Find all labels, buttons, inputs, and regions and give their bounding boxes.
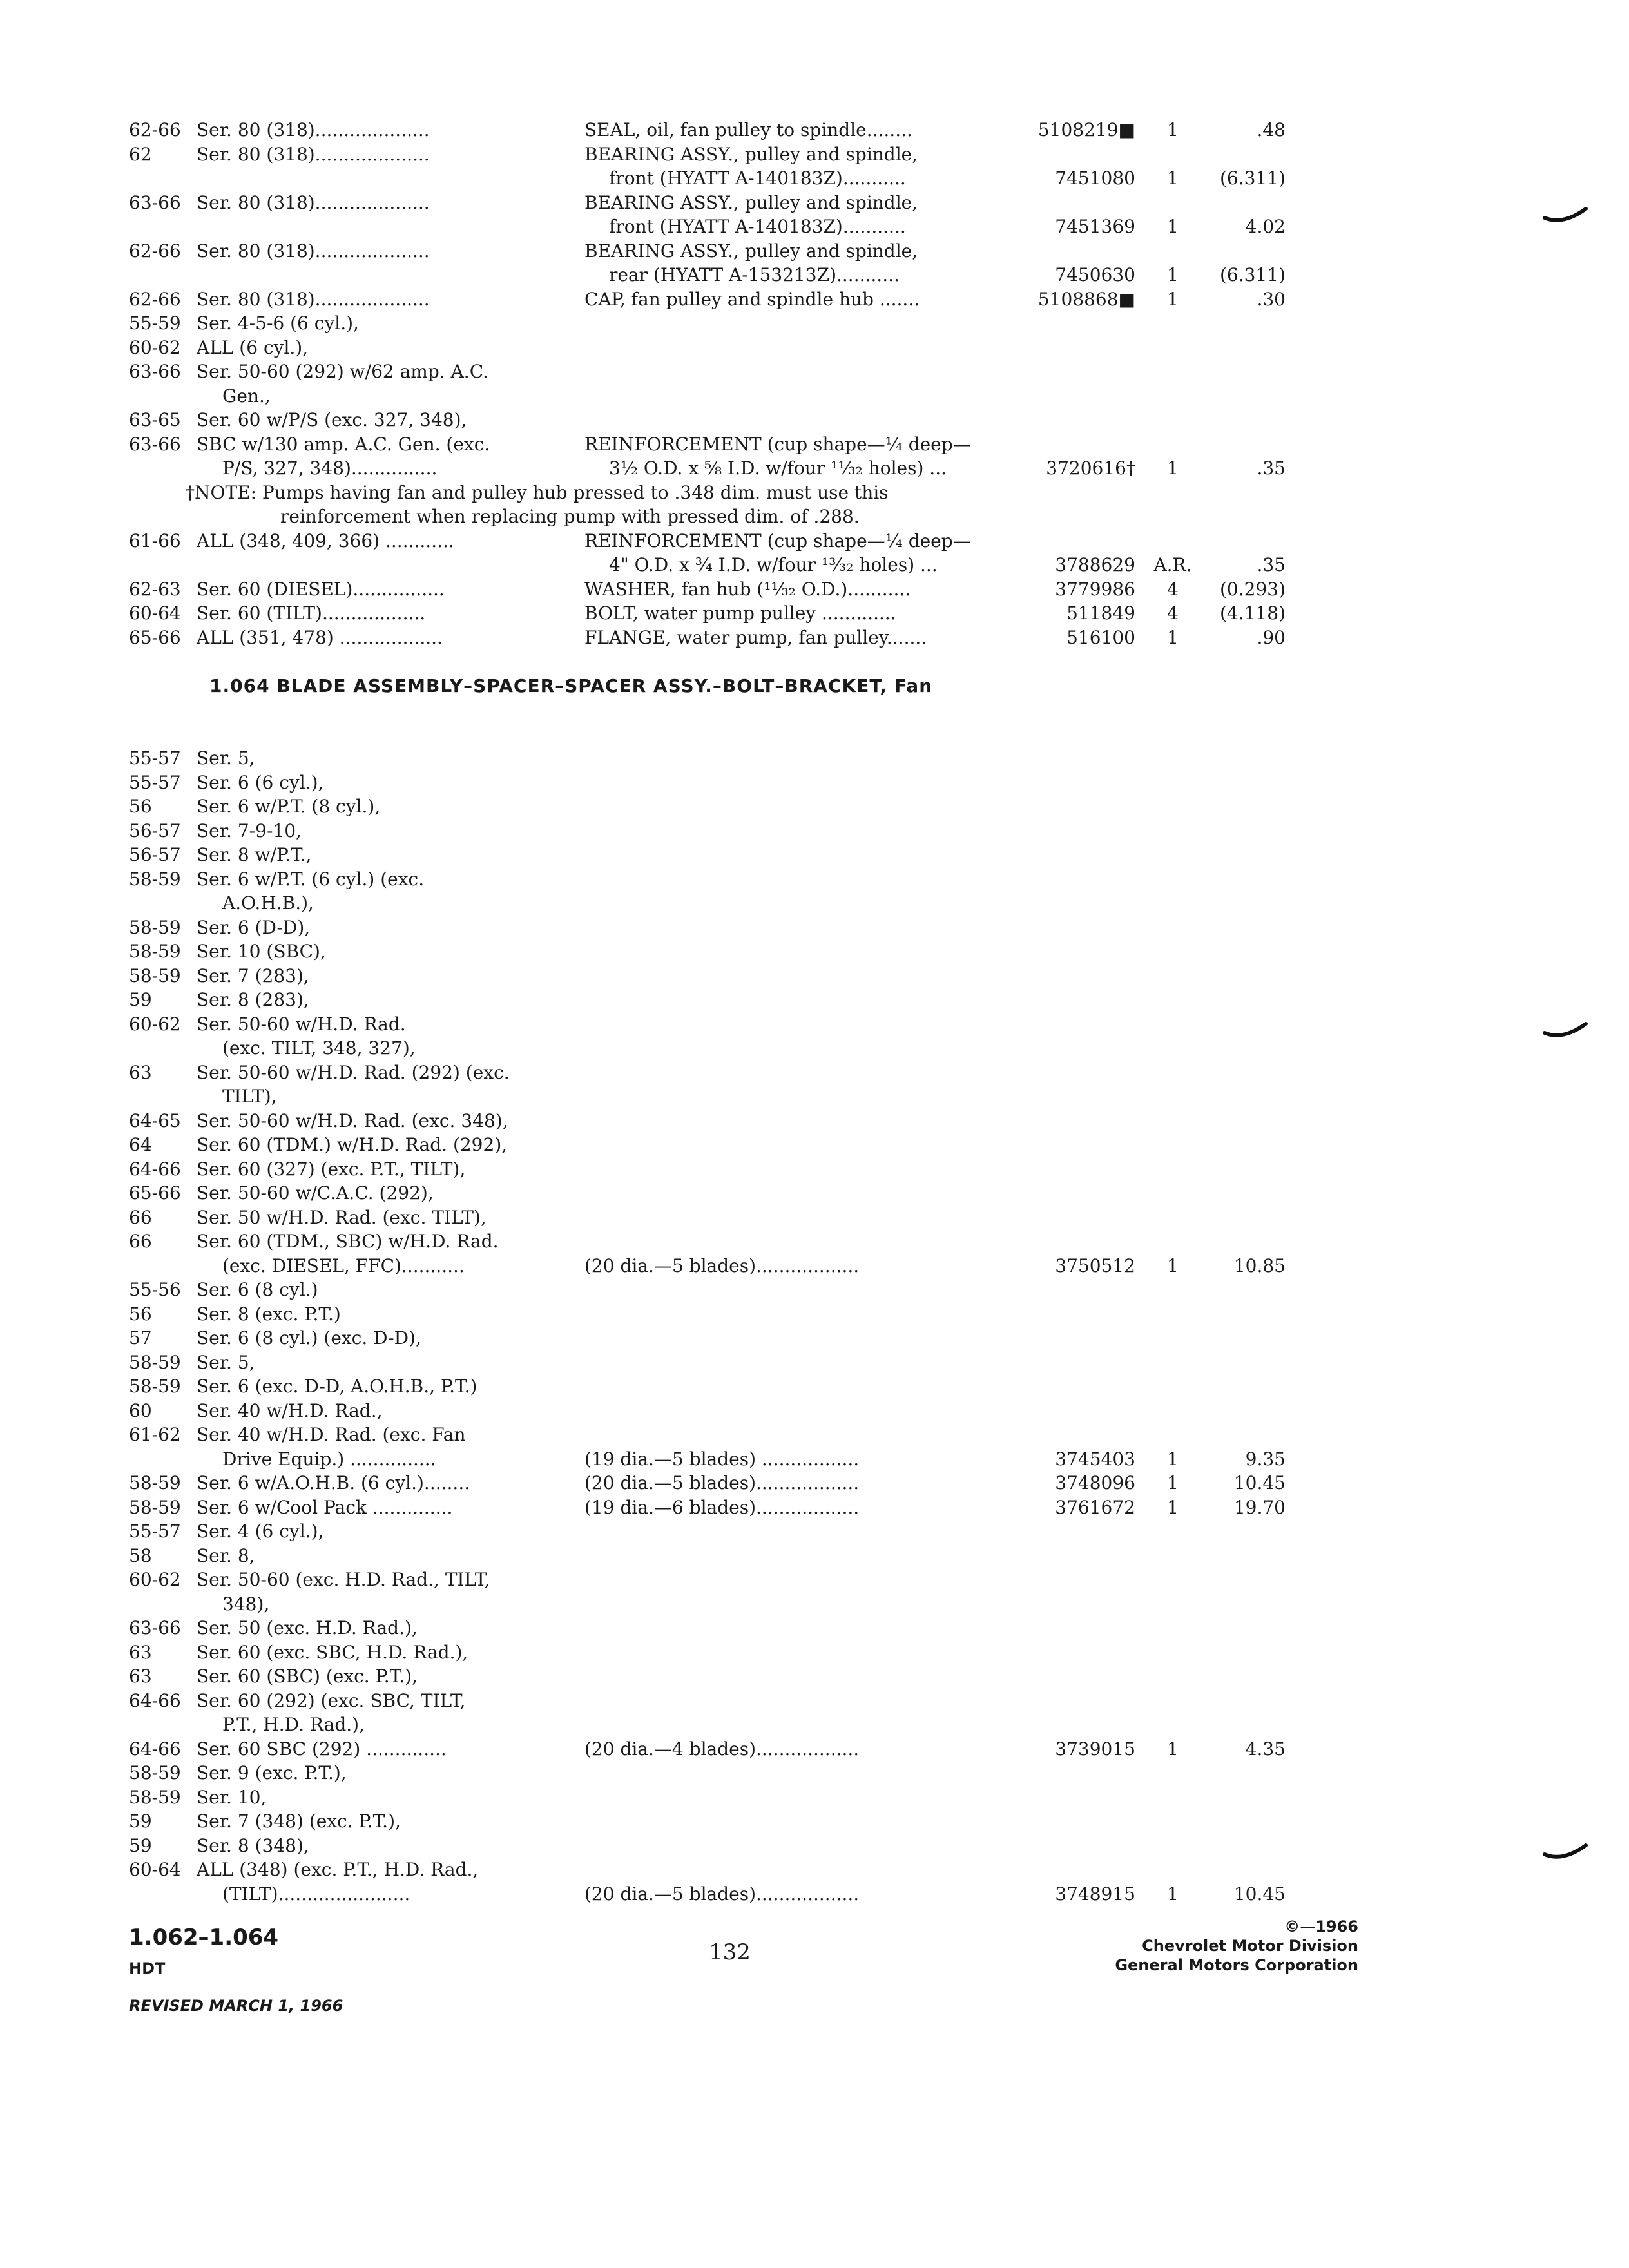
application: Ser. 8, xyxy=(197,1544,255,1566)
table-row xyxy=(129,1278,1263,1302)
model-year: 58-59 xyxy=(129,941,181,962)
table-row xyxy=(129,1254,1286,1278)
application: P.T., H.D. Rad.), xyxy=(222,1714,365,1735)
model-year: 56 xyxy=(129,796,152,817)
table-row xyxy=(129,1809,1263,1834)
application: Ser. 50-60 w/H.D. Rad. (exc. 348), xyxy=(197,1110,508,1131)
application: Ser. 80 (318).................... xyxy=(197,143,430,165)
price: 10.85 xyxy=(1233,1254,1286,1276)
table-row xyxy=(129,1181,1263,1206)
quantity: A.R. xyxy=(1153,554,1192,575)
model-year: 55-59 xyxy=(129,312,181,334)
price: 10.45 xyxy=(1233,1472,1286,1494)
application: SBC w/130 amp. A.C. Gen. (exc. xyxy=(197,433,490,455)
part-number: 3750512 xyxy=(1055,1254,1135,1276)
model-year: 60-62 xyxy=(129,336,181,358)
application: Ser. 5, xyxy=(197,747,255,769)
note-row xyxy=(129,481,1263,505)
quantity: 1 xyxy=(1167,1448,1179,1470)
model-year: 55-57 xyxy=(129,747,181,769)
application: Drive Equip.) ............... xyxy=(222,1448,436,1470)
table-row xyxy=(129,1858,1263,1882)
price: 4.02 xyxy=(1245,216,1286,237)
application: Ser. 4 (6 cyl.), xyxy=(197,1521,324,1542)
table-row xyxy=(129,988,1263,1012)
table-row xyxy=(129,1447,1286,1472)
part-number: 3720616† xyxy=(1046,457,1135,479)
application: (TILT)....................... xyxy=(222,1883,410,1905)
model-year: 56-57 xyxy=(129,844,181,865)
model-year: 64-66 xyxy=(129,1738,181,1760)
revision-date: REVISED MARCH 1, 1966 xyxy=(129,1997,343,2015)
part-description: SEAL, oil, fan pulley to spindle........ xyxy=(584,119,912,140)
section-range: 1.062–1.064 xyxy=(129,1925,279,1950)
table-row xyxy=(129,336,1263,360)
application: 348), xyxy=(222,1593,270,1615)
part-number: 7451369 xyxy=(1055,216,1135,237)
table-row xyxy=(129,939,1263,964)
model-year: 62-66 xyxy=(129,119,181,140)
part-number: 516100 xyxy=(1066,626,1135,648)
application: Ser. 10 (SBC), xyxy=(197,941,326,962)
table-row xyxy=(129,1036,1263,1061)
application: Ser. 60 (TDM.) w/H.D. Rad. (292), xyxy=(197,1134,508,1155)
blank-row xyxy=(129,649,1263,674)
part-description: front (HYATT A-140183Z)........... xyxy=(609,168,906,189)
table-row xyxy=(129,891,1263,916)
application: Ser. 60 (SBC) (exc. P.T.), xyxy=(197,1666,418,1687)
application: Ser. 9 (exc. P.T.), xyxy=(197,1762,347,1783)
part-description: REINFORCEMENT (cup shape—¼ deep— xyxy=(584,530,971,552)
part-description: (20 dia.—5 blades).................. xyxy=(584,1883,860,1905)
price: .35 xyxy=(1257,457,1286,479)
application: Ser. 6 w/A.O.H.B. (6 cyl.)........ xyxy=(197,1472,470,1494)
table-row xyxy=(129,1302,1263,1327)
table-row xyxy=(129,1229,1263,1254)
application: P/S, 327, 348)............... xyxy=(222,457,438,479)
table-row xyxy=(129,1012,1263,1037)
part-number: 5108868■ xyxy=(1037,288,1135,310)
part-number: 3761672 xyxy=(1055,1496,1135,1518)
part-description: (19 dia.—6 blades).................. xyxy=(584,1496,860,1518)
table-row xyxy=(129,1737,1286,1762)
footer-right xyxy=(1115,1917,1358,1975)
catalog-code: HDT xyxy=(129,1959,166,1977)
application: ALL (348) (exc. P.T., H.D. Rad., xyxy=(197,1859,479,1880)
application: Ser. 8 w/P.T., xyxy=(197,844,312,865)
part-description: CAP, fan pulley and spindle hub ....... xyxy=(584,288,920,310)
application: Gen., xyxy=(222,385,271,407)
application: Ser. 60 (327) (exc. P.T., TILT), xyxy=(197,1158,466,1180)
part-description: rear (HYATT A-153213Z)........... xyxy=(609,264,900,285)
application: Ser. 8 (283), xyxy=(197,989,309,1010)
quantity: 1 xyxy=(1167,1254,1179,1276)
quantity: 4 xyxy=(1167,602,1179,624)
quantity: 1 xyxy=(1167,626,1179,648)
table-row xyxy=(129,1761,1263,1785)
price: 9.35 xyxy=(1245,1448,1286,1470)
model-year: 63-66 xyxy=(129,191,181,213)
application: Ser. 60 (292) (exc. SBC, TILT, xyxy=(197,1689,466,1711)
part-description: (20 dia.—5 blades).................. xyxy=(584,1254,860,1276)
application: Ser. 80 (318).................... xyxy=(197,119,430,140)
model-year: 64-65 xyxy=(129,1110,181,1131)
part-description: (19 dia.—5 blades) ................. xyxy=(584,1448,860,1470)
table-row xyxy=(129,239,1263,264)
price: .48 xyxy=(1257,119,1286,140)
model-year: 55-57 xyxy=(129,1521,181,1542)
quantity: 1 xyxy=(1167,288,1179,310)
application: Ser. 50 (exc. H.D. Rad.), xyxy=(197,1617,418,1639)
part-description: 3½ O.D. x ⅝ I.D. w/four ¹¹⁄₃₂ holes) ... xyxy=(609,457,947,479)
application: Ser. 8 (348), xyxy=(197,1834,309,1856)
application: Ser. 50-60 w/H.D. Rad. xyxy=(197,1013,406,1035)
table-row xyxy=(129,746,1263,771)
price: (6.311) xyxy=(1219,264,1286,285)
table-row xyxy=(129,577,1286,602)
price: (4.118) xyxy=(1219,602,1286,624)
model-year: 61-66 xyxy=(129,530,181,552)
table-row xyxy=(129,1399,1263,1423)
table-row xyxy=(129,1061,1263,1085)
blank-row xyxy=(129,722,1263,747)
model-year: 66 xyxy=(129,1231,152,1252)
model-year: 64 xyxy=(129,1134,152,1155)
note-text: †NOTE: Pumps having fan and pulley hub pressed to .348 dim. must use this xyxy=(186,481,889,503)
application: Ser. 6 (6 cyl.), xyxy=(197,771,324,793)
model-year: 63 xyxy=(129,1666,152,1687)
model-year: 58-59 xyxy=(129,1786,181,1808)
application: TILT), xyxy=(222,1086,277,1107)
application: A.O.H.B.), xyxy=(222,892,314,914)
model-year: 62 xyxy=(129,143,152,165)
table-row xyxy=(129,1133,1263,1157)
table-row xyxy=(129,263,1286,287)
table-row xyxy=(129,1495,1286,1520)
part-description: BEARING ASSY., pulley and spindle, xyxy=(584,240,918,262)
table-row xyxy=(129,311,1263,336)
part-number: 7450630 xyxy=(1055,264,1135,285)
application: Ser. 7-9-10, xyxy=(197,820,302,841)
model-year: 62-66 xyxy=(129,240,181,262)
table-row xyxy=(129,1084,1263,1109)
application: ALL (351, 478) .................. xyxy=(197,626,443,648)
blank-row xyxy=(129,698,1263,722)
model-year: 57 xyxy=(129,1327,152,1349)
model-year: 56-57 xyxy=(129,820,181,841)
model-year: 60-64 xyxy=(129,1859,181,1880)
part-description: (20 dia.—4 blades).................. xyxy=(584,1738,860,1760)
division-name: Chevrolet Motor Division xyxy=(1142,1937,1358,1955)
application: Ser. 10, xyxy=(197,1786,267,1808)
application: Ser. 6 (8 cyl.) (exc. D-D), xyxy=(197,1327,421,1349)
table-row xyxy=(129,601,1286,626)
application: Ser. 60 (exc. SBC, H.D. Rad.), xyxy=(197,1641,468,1663)
quantity: 1 xyxy=(1167,1472,1179,1494)
application: Ser. 40 w/H.D. Rad., xyxy=(197,1399,383,1421)
application: Ser. 4-5-6 (6 cyl.), xyxy=(197,312,359,334)
application: Ser. 50-60 (292) w/62 amp. A.C. xyxy=(197,361,489,382)
model-year: 58-59 xyxy=(129,1376,181,1397)
model-year: 58-59 xyxy=(129,965,181,986)
table-row xyxy=(129,916,1263,940)
part-number: 5108219■ xyxy=(1037,119,1135,140)
model-year: 59 xyxy=(129,1811,152,1832)
table-row xyxy=(129,843,1263,867)
table-row xyxy=(129,1471,1286,1495)
model-year: 55-57 xyxy=(129,771,181,793)
price: (0.293) xyxy=(1219,578,1286,600)
part-description: front (HYATT A-140183Z)........... xyxy=(609,216,906,237)
part-description: REINFORCEMENT (cup shape—¼ deep— xyxy=(584,433,971,455)
model-year: 63-66 xyxy=(129,433,181,455)
note-text: reinforcement when replacing pump with pressed dim. of .288. xyxy=(280,506,860,527)
table-row xyxy=(129,287,1286,312)
model-year: 65-66 xyxy=(129,626,181,648)
price: 10.45 xyxy=(1233,1883,1286,1905)
application: ALL (6 cyl.), xyxy=(197,336,309,358)
table-row xyxy=(129,1568,1263,1592)
quantity: 1 xyxy=(1167,1738,1179,1760)
table-row xyxy=(129,166,1286,191)
application: Ser. 40 w/H.D. Rad. (exc. Fan xyxy=(197,1424,466,1445)
table-row xyxy=(129,1664,1263,1689)
model-year: 60-62 xyxy=(129,1569,181,1590)
model-year: 62-63 xyxy=(129,578,181,600)
section-heading xyxy=(129,674,1263,698)
application: Ser. 80 (318).................... xyxy=(197,191,430,213)
model-year: 63-66 xyxy=(129,361,181,382)
table-row xyxy=(129,1326,1263,1350)
application: Ser. 5, xyxy=(197,1351,255,1373)
model-year: 60 xyxy=(129,1399,152,1421)
table-row xyxy=(129,626,1286,650)
part-description: BEARING ASSY., pulley and spindle, xyxy=(584,191,918,213)
parts-list xyxy=(129,118,1286,1906)
table-row xyxy=(129,964,1263,988)
table-row xyxy=(129,1640,1263,1665)
footer-left xyxy=(129,1923,343,2020)
part-number: 3748096 xyxy=(1055,1472,1135,1494)
section-heading-text: 1.064 BLADE ASSEMBLY–SPACER–SPACER ASSY.–BOLT–BRACKET, Fan xyxy=(209,675,933,697)
model-year: 55-56 xyxy=(129,1279,181,1300)
application: Ser. 6 w/P.T. (8 cyl.), xyxy=(197,796,381,817)
price: .35 xyxy=(1257,554,1286,575)
model-year: 59 xyxy=(129,989,152,1010)
table-row xyxy=(129,1689,1263,1713)
model-year: 63 xyxy=(129,1641,152,1663)
model-year: 58-59 xyxy=(129,1762,181,1783)
model-year: 65-66 xyxy=(129,1182,181,1204)
part-description: BEARING ASSY., pulley and spindle, xyxy=(584,143,918,165)
table-row xyxy=(129,191,1263,215)
quantity: 1 xyxy=(1167,457,1179,479)
application: Ser. 6 w/P.T. (6 cyl.) (exc. xyxy=(197,868,425,890)
part-number: 3748915 xyxy=(1055,1883,1135,1905)
model-year: 58-59 xyxy=(129,1472,181,1494)
price: .90 xyxy=(1257,626,1286,648)
quantity: 1 xyxy=(1167,168,1179,189)
application: Ser. 80 (318).................... xyxy=(197,288,430,310)
quantity: 4 xyxy=(1167,578,1179,600)
table-row xyxy=(129,553,1286,577)
part-description: WASHER, fan hub (¹¹⁄₃₂ O.D.)........... xyxy=(584,578,911,600)
part-number: 3779986 xyxy=(1055,578,1135,600)
table-row xyxy=(129,1157,1263,1182)
application: Ser. 7 (283), xyxy=(197,965,309,986)
application: Ser. 60 w/P/S (exc. 327, 348), xyxy=(197,409,467,430)
application: Ser. 60 (TILT).................. xyxy=(197,602,426,624)
table-row xyxy=(129,1882,1286,1907)
table-row xyxy=(129,1350,1263,1375)
table-row xyxy=(129,771,1263,795)
table-row xyxy=(129,794,1263,819)
model-year: 62-66 xyxy=(129,288,181,310)
table-row xyxy=(129,1713,1263,1737)
table-row xyxy=(129,1206,1263,1230)
model-year: 60-62 xyxy=(129,1013,181,1035)
model-year: 63-66 xyxy=(129,1617,181,1639)
table-row xyxy=(129,384,1263,408)
part-description: 4" O.D. x ¾ I.D. w/four ¹³⁄₃₂ holes) ... xyxy=(609,554,938,575)
table-row xyxy=(129,408,1263,432)
quantity: 1 xyxy=(1167,216,1179,237)
price: 4.35 xyxy=(1245,1738,1286,1760)
model-year: 64-66 xyxy=(129,1158,181,1180)
part-number: 3739015 xyxy=(1055,1738,1135,1760)
model-year: 58-59 xyxy=(129,868,181,890)
quantity: 1 xyxy=(1167,1496,1179,1518)
copyright: ©—1966 xyxy=(1284,1917,1358,1936)
table-row xyxy=(129,1374,1263,1399)
quantity: 1 xyxy=(1167,119,1179,140)
price: 19.70 xyxy=(1233,1496,1286,1518)
price: .30 xyxy=(1257,288,1286,310)
application: Ser. 50-60 (exc. H.D. Rad., TILT, xyxy=(197,1569,490,1590)
model-year: 63-65 xyxy=(129,409,181,430)
model-year: 64-66 xyxy=(129,1689,181,1711)
table-row xyxy=(129,819,1263,843)
part-number: 3788629 xyxy=(1055,554,1135,575)
application: Ser. 80 (318).................... xyxy=(197,240,430,262)
application: Ser. 60 SBC (292) .............. xyxy=(197,1738,447,1760)
binding-mark-icon xyxy=(1543,1843,1588,1862)
application: Ser. 8 (exc. P.T.) xyxy=(197,1303,341,1325)
model-year: 63 xyxy=(129,1061,152,1083)
application: Ser. 60 (TDM., SBC) w/H.D. Rad. xyxy=(197,1231,499,1252)
application: Ser. 50-60 w/C.A.C. (292), xyxy=(197,1182,434,1204)
page-number: 132 xyxy=(709,1939,751,1965)
table-row xyxy=(129,142,1263,167)
table-row xyxy=(129,118,1286,142)
corporation-name: General Motors Corporation xyxy=(1115,1956,1358,1974)
part-number: 3745403 xyxy=(1055,1448,1135,1470)
table-row xyxy=(129,1785,1263,1810)
application: ALL (348, 409, 366) ............ xyxy=(197,530,454,552)
binding-mark-icon xyxy=(1543,206,1588,226)
table-row xyxy=(129,432,1263,457)
part-description: (20 dia.—5 blades).................. xyxy=(584,1472,860,1494)
model-year: 58-59 xyxy=(129,1496,181,1518)
table-row xyxy=(129,360,1263,384)
note-row xyxy=(129,505,1263,529)
model-year: 56 xyxy=(129,1303,152,1325)
application: Ser. 60 (DIESEL)................ xyxy=(197,578,445,600)
application: (exc. DIESEL, FFC)........... xyxy=(222,1254,465,1276)
table-row xyxy=(129,1616,1263,1640)
application: Ser. 6 w/Cool Pack .............. xyxy=(197,1496,453,1518)
application: Ser. 6 (exc. D-D, A.O.H.B., P.T.) xyxy=(197,1376,477,1397)
model-year: 66 xyxy=(129,1206,152,1228)
table-row xyxy=(129,529,1263,553)
table-row xyxy=(129,1519,1263,1544)
price: (6.311) xyxy=(1219,168,1286,189)
table-row xyxy=(129,867,1263,892)
model-year: 58-59 xyxy=(129,1351,181,1373)
table-row xyxy=(129,1423,1263,1447)
model-year: 59 xyxy=(129,1834,152,1856)
application: Ser. 7 (348) (exc. P.T.), xyxy=(197,1811,401,1832)
table-row xyxy=(129,215,1286,239)
quantity: 1 xyxy=(1167,1883,1179,1905)
application: Ser. 50 w/H.D. Rad. (exc. TILT), xyxy=(197,1206,487,1228)
model-year: 58-59 xyxy=(129,916,181,938)
table-row xyxy=(129,456,1286,481)
model-year: 60-64 xyxy=(129,602,181,624)
application: Ser. 6 (8 cyl.) xyxy=(197,1279,318,1300)
model-year: 58 xyxy=(129,1544,152,1566)
application: Ser. 50-60 w/H.D. Rad. (292) (exc. xyxy=(197,1061,510,1083)
table-row xyxy=(129,1109,1263,1133)
part-description: BOLT, water pump pulley ............. xyxy=(584,602,896,624)
table-row xyxy=(129,1834,1263,1858)
binding-mark-icon xyxy=(1543,1021,1588,1041)
part-number: 511849 xyxy=(1066,602,1135,624)
part-description: FLANGE, water pump, fan pulley....... xyxy=(584,626,927,648)
application: Ser. 6 (D-D), xyxy=(197,916,311,938)
table-row xyxy=(129,1544,1263,1568)
model-year: 61-62 xyxy=(129,1424,181,1445)
application: (exc. TILT, 348, 327), xyxy=(222,1037,416,1059)
part-number: 7451080 xyxy=(1055,168,1135,189)
table-row xyxy=(129,1592,1263,1617)
quantity: 1 xyxy=(1167,264,1179,285)
